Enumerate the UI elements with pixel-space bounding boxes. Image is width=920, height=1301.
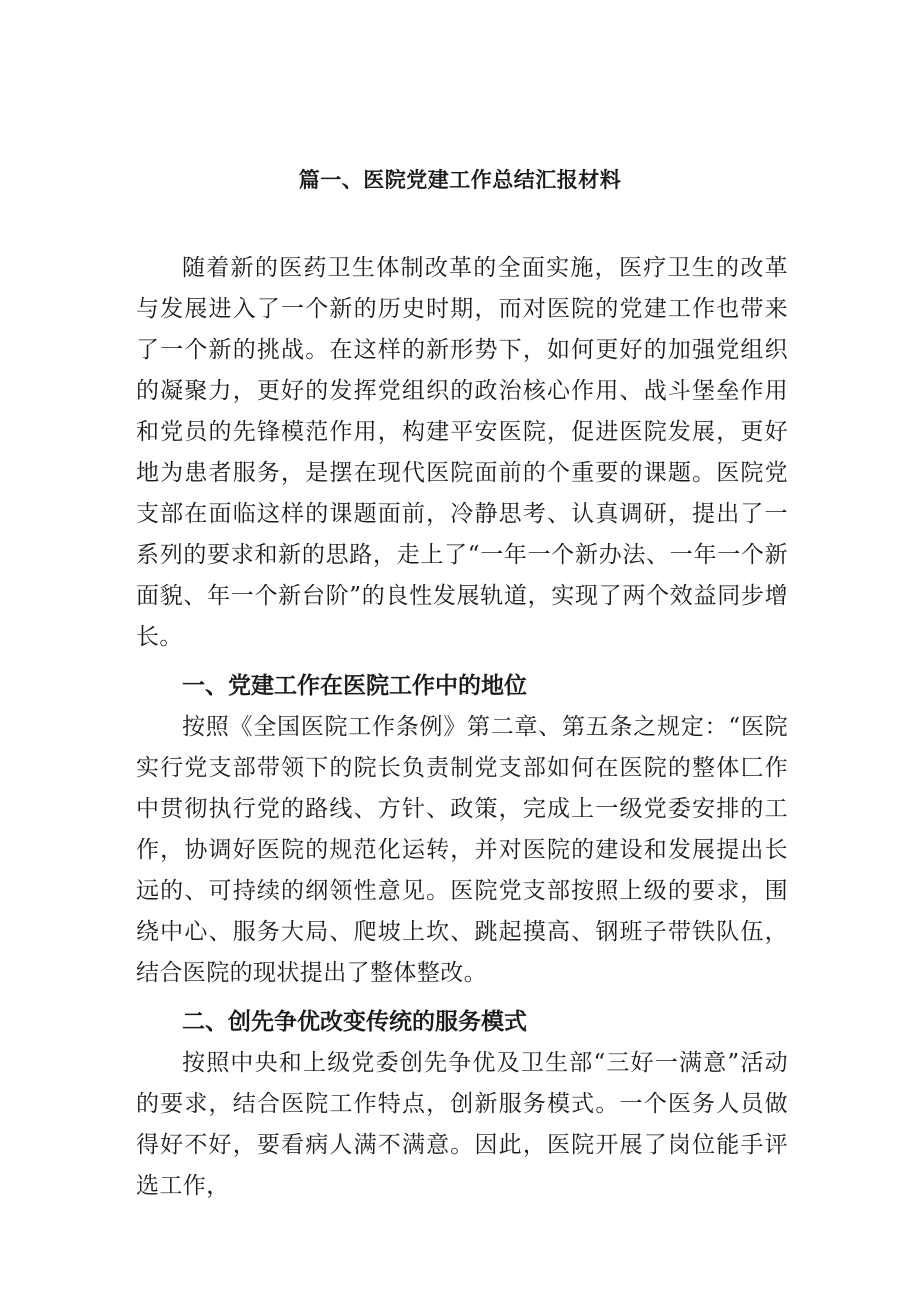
section-2-paragraph: 按照中央和上级党委创先争优及卫生部“三好一满意”活动的要求，结合医院工作特点，创新服务模式。一个医务人员做得好不好，要看病人满不满意。因此，医院开展了岗位能手评选工作， — [136, 1050, 788, 1199]
document-title: 篇一、医院党建工作总结汇报材料 — [298, 168, 622, 192]
section-1-paragraph: 按照《全国医院工作条例》第二章、第五条之规定：“医院实行党支部带领下的院长负责制党支部如何在医院的整体匚作中贯彻执行党的路线、方针、政策，完成上一级党委安排的工作，协调好医院的规范化运转，并对医院的建设和发展提出长远的、可持续的纲领性意见。医院党支部按照上级的要求，围绕中心、服务大局、爬坡上坎、跳起摸高、钢班子带铁队伍，结合医院的现状提出了整体整改。 — [136, 714, 788, 986]
document-body — [136, 248, 788, 1207]
section-2-heading: 二、创先争优改变传统的服务模式 — [182, 1009, 527, 1035]
section-1-heading: 一、党建工作在医院工作中的地位 — [182, 673, 527, 699]
intro-paragraph: 随着新的医药卫生体制改革的全面实施，医疗卫生的改革与发展进入了一个新的历史时期，而对医院的党建工作也带来了一个新的挑战。在这样的新形势下，如何更好的加强党组织的凝聚力，更好的发挥党组织的政治核心作用、战斗堡垒作用和党员的先锋模范作用，构建平安医院，促进医院发展，更好地为患者服务，是摆在现代医院面前的个重要的课题。医院党支部在面临这样的课题面前，冷静思考、认真调研，提出了一系列的要求和新的思路，走上了“一年一个新办法、一年一个新面貌、年一个新台阶”的良性发展轨道，实现了两个效益同步增长。 — [136, 255, 788, 650]
